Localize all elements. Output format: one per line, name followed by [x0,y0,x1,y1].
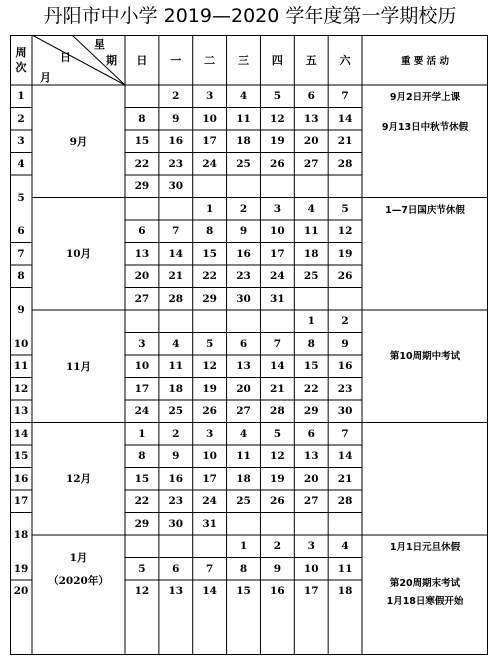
day-cell: 4 [172,337,180,350]
weekday-header: 二 [204,54,216,67]
day-cell: 15 [134,472,150,485]
day-cell: 16 [168,135,184,148]
day-cell: 7 [172,225,180,238]
week-number: 16 [13,472,29,485]
day-cell: 8 [205,225,214,238]
day-cell: 24 [202,157,217,170]
weekday-header: 日 [136,54,148,67]
day-cell: 19 [270,472,285,485]
day-cell: 26 [202,405,217,418]
month-name: 11月 [65,360,92,373]
day-cell: 12 [134,585,150,598]
day-cell: 8 [138,112,146,125]
day-cell: 29 [303,405,319,418]
day-cell: 18 [303,247,319,260]
week-number: 4 [17,157,25,170]
week-number: 5 [17,191,25,204]
month-name: 9月 [69,135,88,148]
month-label [32,423,125,536]
day-cell: 8 [239,562,248,575]
day-cell: 25 [236,495,251,508]
day-cell: 6 [239,337,248,350]
week-number: 9 [17,304,25,316]
day-cell: 1 [205,202,214,215]
day-cell: 21 [168,270,184,283]
day-cell: 17 [202,135,217,148]
day-cell: 14 [337,112,353,125]
corner-day-label: 日 [60,51,71,64]
day-cell: 12 [270,112,285,125]
week-number: 13 [13,405,29,418]
day-cell: 4 [239,90,248,103]
day-cell: 9 [273,562,282,575]
day-cell: 5 [205,337,214,350]
week-number: 6 [17,225,25,238]
day-cell: 3 [307,540,315,553]
day-cell: 18 [236,135,251,148]
activity-note: 9月13日中秋节休假 [381,121,469,133]
day-cell: 28 [270,405,285,418]
day-cell: 17 [134,382,150,395]
activity-note: 第10周期中考试 [389,351,461,362]
day-cell: 7 [341,427,349,440]
day-cell: 13 [134,247,150,260]
day-cell: 7 [341,90,349,103]
week-number: 2 [17,112,25,125]
day-cell: 2 [341,315,349,328]
week-number: 19 [13,562,29,575]
day-cell: 12 [270,450,285,463]
day-cell: 2 [172,90,180,103]
month-name: 12月 [65,473,92,486]
day-cell: 22 [202,270,217,283]
day-cell: 11 [236,112,251,125]
day-cell: 10 [134,360,150,373]
day-cell: 22 [134,157,150,170]
day-cell: 2 [273,540,282,553]
day-cell: 19 [270,135,285,148]
day-cell: 9 [172,450,180,463]
day-cell: 16 [270,585,285,598]
day-cell: 23 [337,382,353,395]
day-cell: 11 [303,225,319,238]
activity-note: 第20周期末考试 [389,578,461,590]
day-cell: 15 [236,585,251,598]
day-cell: 20 [134,270,150,283]
day-cell: 18 [337,585,353,598]
month-label [32,535,125,603]
day-cell: 28 [337,157,353,170]
week-header-bottom: 次 [15,61,27,74]
day-cell: 25 [236,157,251,170]
day-cell: 29 [134,180,150,193]
day-cell: 1 [239,540,248,553]
day-cell: 3 [205,427,214,440]
day-cell: 27 [236,405,251,418]
week-header-top: 周 [15,46,27,59]
month-label [32,85,125,198]
week-number: 7 [17,247,25,260]
day-cell: 6 [307,427,315,440]
day-cell: 4 [341,540,349,553]
week-number: 18 [13,529,29,541]
day-cell: 13 [236,360,251,373]
day-cell: 3 [205,90,214,103]
day-cell: 23 [168,495,184,508]
week-number: 15 [13,450,29,463]
school-calendar-table [10,35,488,655]
day-cell: 10 [303,562,319,575]
day-cell: 28 [337,495,353,508]
day-cell: 27 [303,157,319,170]
day-cell: 30 [236,292,251,305]
activity-note: 9月2日开学上课 [389,92,461,104]
month-name: 1月 [69,551,88,564]
day-cell: 14 [202,585,217,598]
day-cell: 5 [273,427,282,440]
week-number: 11 [13,360,29,373]
week-number: 12 [13,382,29,395]
week-number: 1 [17,90,25,103]
day-cell: 24 [134,405,150,418]
day-cell: 15 [303,360,319,373]
week-number: 8 [17,270,25,283]
day-cell: 25 [303,270,319,283]
corner-week-label-bottom: 期 [106,54,117,67]
day-cell: 9 [172,112,180,125]
day-cell: 5 [341,202,349,215]
day-cell: 12 [202,360,217,373]
week-number: 17 [13,495,29,508]
week-number: 3 [17,135,25,148]
day-cell: 31 [270,292,285,305]
day-cell: 17 [270,247,285,260]
day-cell: 21 [270,382,285,395]
day-cell: 24 [270,270,285,283]
corner-month-label: 月 [40,71,51,84]
day-cell: 2 [172,427,180,440]
day-cell: 20 [303,135,319,148]
day-cell: 3 [138,337,146,350]
day-cell: 22 [134,495,150,508]
day-cell: 6 [172,562,180,575]
day-cell: 5 [273,90,282,103]
weekday-header: 三 [238,54,249,67]
day-cell: 8 [138,450,146,463]
day-cell: 17 [202,472,217,485]
day-cell: 14 [270,360,285,373]
week-number: 20 [13,585,29,598]
week-column-header [10,35,32,85]
weekday-header: 一 [170,54,182,67]
day-cell: 7 [273,337,282,350]
month-label [32,310,125,423]
day-cell: 27 [303,495,319,508]
day-cell: 27 [134,292,150,305]
month-label [32,198,125,311]
day-cell: 20 [303,472,319,485]
day-cell: 16 [337,360,353,373]
day-cell: 24 [202,495,217,508]
day-cell: 21 [337,135,353,148]
activity-note: 1—7日国庆节休假 [385,204,465,216]
day-cell: 28 [168,292,184,305]
day-cell: 15 [134,135,150,148]
activities-header: 重 要 活 动 [401,56,449,67]
day-cell: 6 [307,90,315,103]
day-cell: 23 [168,157,184,170]
weekday-header: 五 [305,54,317,67]
day-cell: 9 [239,225,248,238]
day-cell: 18 [168,382,184,395]
day-cell: 10 [202,450,217,463]
day-cell: 21 [337,472,353,485]
day-cell: 25 [168,405,184,418]
day-cell: 30 [168,180,184,193]
day-cell: 29 [134,517,150,530]
page-title: 丹阳市中小学 2019—2020 学年度第一学期校历 [43,5,457,27]
day-cell: 17 [303,585,319,598]
day-cell: 26 [270,495,285,508]
month-year-note: （2020年） [48,574,109,587]
day-cell: 18 [236,472,251,485]
day-cell: 14 [168,247,184,260]
day-cell: 11 [168,360,184,373]
day-cell: 22 [303,382,319,395]
week-number: 14 [13,427,29,440]
day-cell: 30 [337,405,353,418]
day-cell: 26 [337,270,353,283]
day-cell: 14 [337,450,353,463]
day-cell: 20 [236,382,251,395]
corner-week-label-top: 星 [94,38,105,51]
day-cell: 13 [303,112,319,125]
weekday-header: 四 [271,54,283,67]
day-cell: 13 [168,585,184,598]
day-cell: 23 [236,270,251,283]
day-cell: 26 [270,157,285,170]
day-cell: 8 [307,337,315,350]
day-cell: 2 [239,202,248,215]
day-cell: 9 [341,337,349,350]
week-number: 10 [13,337,29,350]
day-cell: 11 [337,562,353,575]
day-cell: 15 [202,247,217,260]
day-cell: 30 [168,517,184,530]
day-cell: 3 [273,202,282,215]
day-cell: 6 [138,225,146,238]
activity-note: 1月1日元旦休假 [389,542,461,554]
day-cell: 4 [307,202,315,215]
day-cell: 29 [202,292,217,305]
day-cell: 19 [337,247,353,260]
day-cell: 16 [168,472,184,485]
day-cell: 5 [138,562,146,575]
day-cell: 10 [202,112,217,125]
day-cell: 19 [202,382,217,395]
day-cell: 31 [202,517,217,530]
activity-note: 1月18日寒假开始 [386,596,464,608]
weekday-header: 六 [339,54,351,67]
day-cell: 7 [205,562,214,575]
day-cell: 11 [236,450,251,463]
month-name: 10月 [65,248,92,261]
day-cell: 12 [337,225,353,238]
day-cell: 10 [270,225,285,238]
day-cell: 16 [236,247,251,260]
day-cell: 1 [307,315,315,328]
day-cell: 1 [138,427,146,440]
day-cell: 13 [303,450,319,463]
day-cell: 4 [239,427,248,440]
